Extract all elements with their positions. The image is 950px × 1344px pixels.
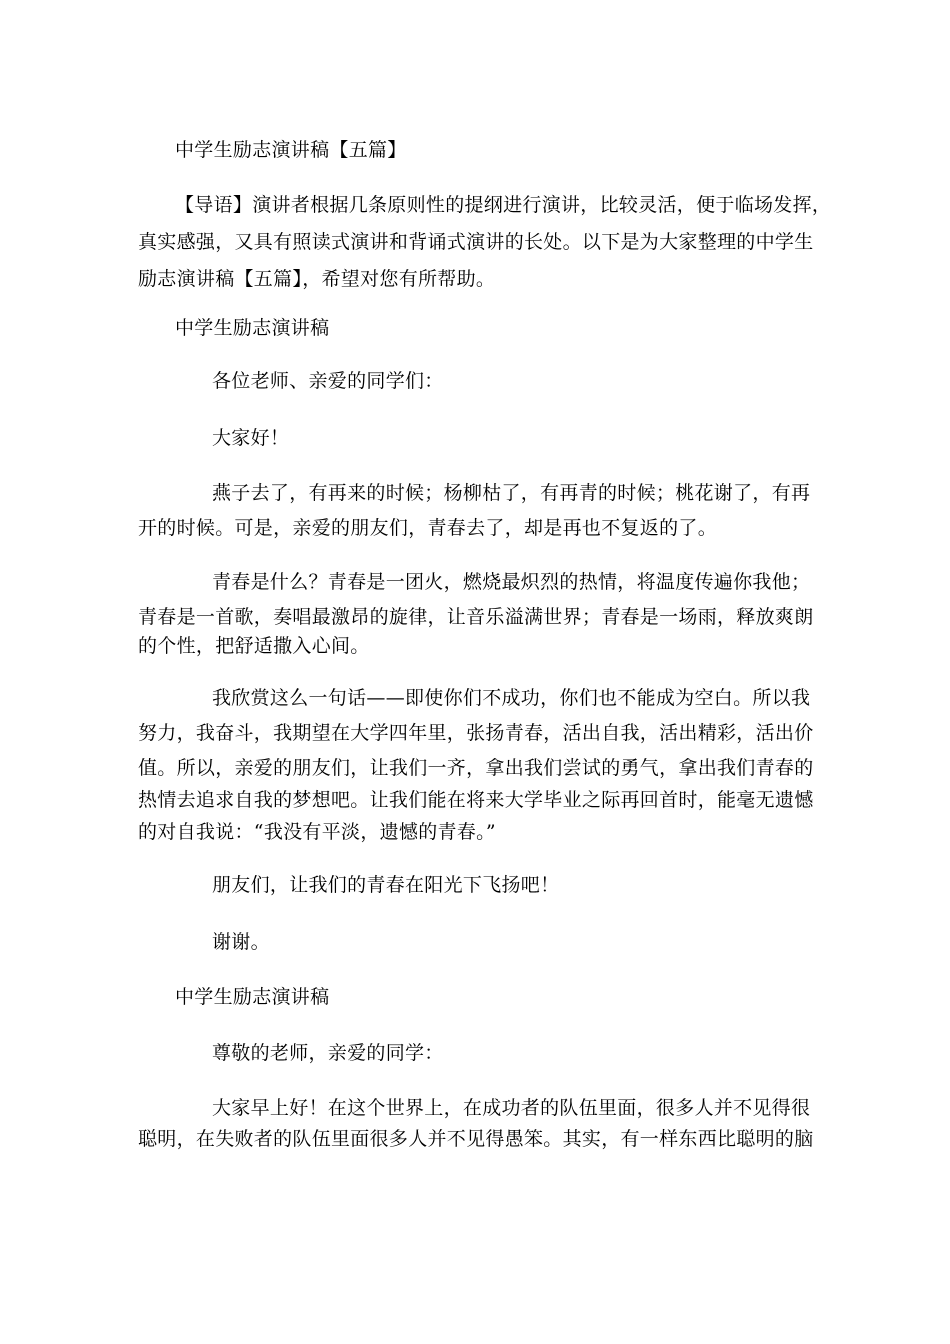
section2-heading: 中学生励志演讲稿 — [175, 986, 330, 1008]
intro-line-2: 真实感强，又具有照读式演讲和背诵式演讲的长处。以下是为大家整理的中学生 — [138, 231, 814, 253]
section1-p3-line-2: 努力，我奋斗，我期望在大学四年里，张扬青春，活出自我，活出精彩，活出价 — [138, 722, 814, 744]
section1-p1-line-2: 开的时候。可是，亲爱的朋友们，青春去了，却是再也不复返的了。 — [138, 517, 718, 539]
section1-closing: 谢谢。 — [212, 931, 270, 953]
section1-p4: 朋友们，让我们的青春在阳光下飞扬吧！ — [212, 874, 560, 896]
section1-greeting: 大家好！ — [212, 427, 290, 449]
section1-salutation: 各位老师、亲爱的同学们： — [212, 370, 444, 392]
section1-p2-line-2: 青春是一首歌，奏唱最激昂的旋律，让音乐溢满世界；青春是一场雨，释放爽朗 — [138, 606, 814, 628]
intro-line-1: 【导语】演讲者根据几条原则性的提纲进行演讲，比较灵活，便于临场发挥， — [175, 194, 832, 216]
document-title: 中学生励志演讲稿【五篇】 — [175, 139, 407, 161]
section1-p2-line-3: 的个性，把舒适撒入心间。 — [138, 635, 370, 657]
section1-heading: 中学生励志演讲稿 — [175, 317, 330, 339]
section1-p3-line-4: 热情去追求自我的梦想吧。让我们能在将来大学毕业之际再回首时，能毫无遗憾 — [138, 789, 814, 811]
section2-salutation: 尊敬的老师，亲爱的同学： — [212, 1042, 444, 1064]
section2-p1-line-2: 聪明，在失败者的队伍里面很多人并不见得愚笨。其实，有一样东西比聪明的脑 — [138, 1128, 814, 1150]
section1-p3-line-5: 的对自我说：“我没有平淡，遗憾的青春。” — [138, 821, 496, 843]
section2-p1-line-1: 大家早上好！在这个世界上，在成功者的队伍里面，很多人并不见得很 — [212, 1097, 811, 1119]
section1-p2-line-1: 青春是什么？青春是一团火，燃烧最炽烈的热情，将温度传遍你我他； — [212, 571, 811, 593]
section1-p3-line-3: 值。所以，亲爱的朋友们，让我们一齐，拿出我们尝试的勇气，拿出我们青春的 — [138, 757, 814, 779]
intro-line-3: 励志演讲稿【五篇】，希望对您有所帮助。 — [138, 268, 496, 290]
section1-p1-line-1: 燕子去了，有再来的时候；杨柳枯了，有再青的时候；桃花谢了，有再 — [212, 482, 811, 504]
section1-p3-line-1: 我欣赏这么一句话——即使你们不成功，你们也不能成为空白。所以我 — [212, 687, 811, 709]
